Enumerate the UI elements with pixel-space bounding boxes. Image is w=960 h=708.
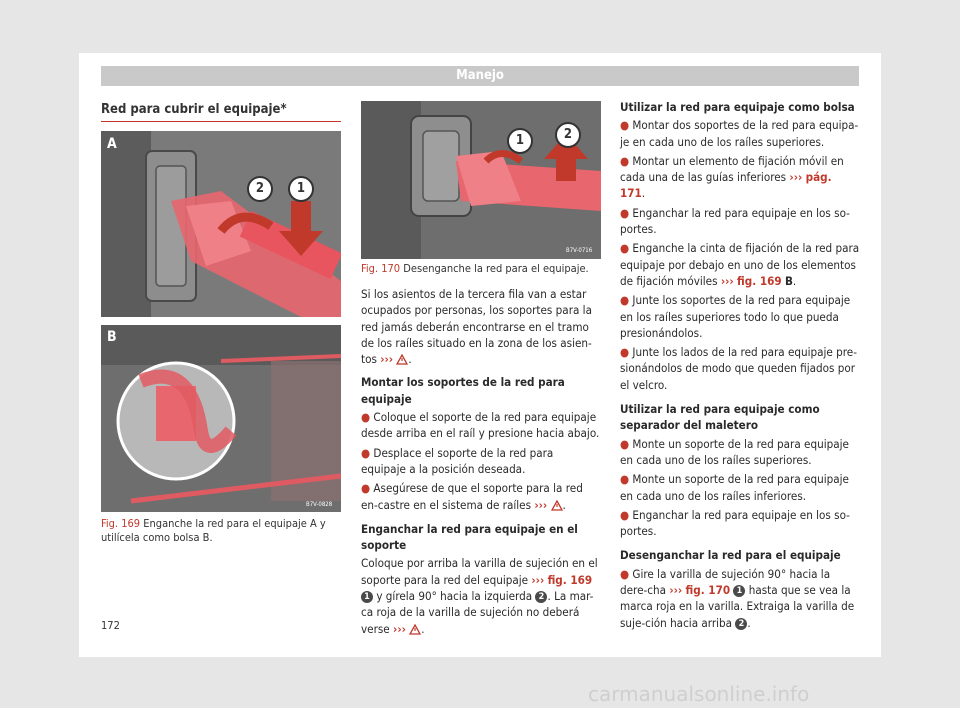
heading-bag: Utilizar la red para equipaje como bolsa — [620, 100, 855, 114]
page-171-link[interactable]: pág. 171 — [620, 170, 832, 201]
fig-169-link[interactable]: fig. 169 — [737, 273, 782, 288]
fig-170-link[interactable]: fig. 170 — [685, 583, 731, 598]
callout-1: 1 — [288, 176, 314, 202]
hook-paragraph: Coloque por arriba la varilla de sujeción en el soporte para la red del equipaje ››› fig. 169 1 y gírela 90° hacia la izquierda 2 . La mar-ca roja de la varilla de sujeción no deberá verse ››› . — [361, 556, 598, 636]
list-item: ● Enganche la cinta de fijación de la red para equipaje por debajo en uno de los elementos de fijación móviles ››› fig. 169 B. — [620, 241, 860, 288]
list-item: ● Gire la varilla de sujeción 90° hacia la dere-cha ››› fig. 170 1 hasta que se vea la marca roja en la varilla. Extraiga la varilla de suje-ción hacia arriba 2 . — [620, 566, 855, 630]
callout-2: 2 — [735, 618, 747, 630]
intro-paragraph: Si los asientos de la tercera fila van a estar ocupados por personas, los soportes para la red jamás deberán encontrarse en el tramo de los raíles situado en la zona de los asien-tos ››› . — [361, 287, 592, 367]
heading-hook: Enganchar la red para equipaje en el soporte — [361, 521, 578, 553]
right-column — [620, 99, 860, 634]
list-item: ● Junte los soportes de la red para equipaje en los raíles superiores todo lo que pueda presionándolos. — [620, 293, 851, 340]
panel-a-label: A — [107, 136, 117, 152]
fig-169-link[interactable]: fig. 169 — [547, 572, 593, 587]
list-item: ● Junte los lados de la red para equipaje pre-sionándolos de modo que queden fijados por el velcro. — [620, 345, 857, 392]
list-item: ● Coloque el soporte de la red para equipaje desde arriba en el raíl y presione hacia abajo. — [361, 410, 600, 441]
heading-mount: Montar los soportes de la red para equipaje — [361, 375, 565, 406]
callout-2: 2 — [535, 591, 547, 603]
list-item: ● Enganchar la red para equipaje en los so-portes. — [620, 205, 850, 237]
list-item: ● Montar un elemento de fijación móvil en cada una de las guías inferiores ››› pág. 171. — [620, 153, 844, 201]
warning-icon — [409, 624, 421, 635]
figure-170 — [361, 101, 601, 259]
figure-169 — [101, 131, 341, 512]
callout-1: 1 — [507, 128, 533, 154]
heading-separator: Utilizar la red para equipaje como separador del maletero — [620, 402, 820, 433]
list-item: ● Monte un soporte de la red para equipaje en cada uno de los raíles superiores. — [620, 436, 849, 467]
section-title: Red para cubrir el equipaje* — [101, 102, 341, 122]
list-item: ● Montar dos soportes de la red para equipa-je en cada uno de los raíles superiores. — [620, 118, 859, 149]
callout-2: 2 — [555, 122, 581, 148]
page-number: 172 — [101, 619, 120, 632]
list-item: ● Asegúrese de que el soporte para la red en-castre en el sistema de raíles ››› . — [361, 481, 583, 512]
heading-unhook: Desenganchar la red para el equipaje — [620, 548, 841, 563]
figure-170-caption: Fig. 170 Desenganche la red para el equipaje. — [361, 262, 589, 275]
warning-icon — [396, 354, 408, 365]
figure-169-caption: Fig. 169 Enganche la red para el equipaje A y utilícela como bolsa B. — [101, 517, 326, 544]
panel-b-label: B — [107, 329, 117, 345]
callout-2: 2 — [247, 176, 273, 202]
middle-column — [361, 286, 601, 644]
chapter-header: Manejo — [101, 66, 859, 86]
list-item: ● Enganchar la red para equipaje en los so-portes. — [620, 507, 850, 539]
watermark: carmanualsonline.info — [588, 682, 810, 706]
figure-code: B7V-0716 — [566, 247, 593, 254]
list-item: ● Monte un soporte de la red para equipaje en cada uno de los raíles inferiores. — [620, 472, 849, 503]
callout-1: 1 — [733, 585, 745, 597]
figure-code: B7V-0828 — [306, 501, 333, 508]
list-item: ● Desplace el soporte de la red para equipaje a la posición deseada. — [361, 445, 554, 476]
callout-1: 1 — [361, 591, 373, 603]
warning-icon — [551, 500, 563, 511]
